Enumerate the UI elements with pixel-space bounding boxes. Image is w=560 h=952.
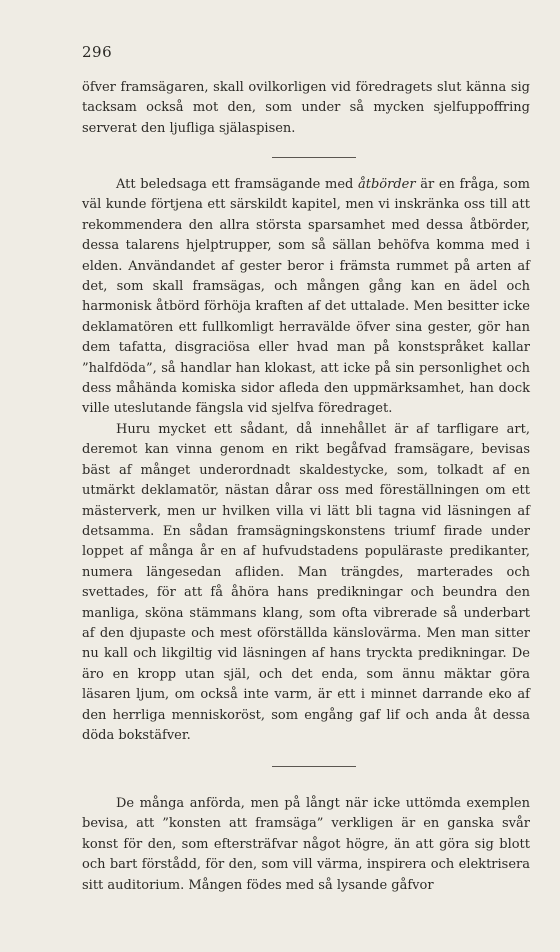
paragraph-gestures [82,175,530,420]
intro-paragraph: öfver framsägaren, skall ovilkorligen vid föredragets slut känna sig tacksam också mot den, som under så mycken sjelfuppoffring serverat den ljufliga själaspisen. [82,80,530,136]
section-divider [272,157,356,158]
section-gestures [82,175,530,746]
intro-paragraph-block [82,78,530,139]
paragraph-art-of-recitation: De många anförda, men på långt när icke uttömda exemplen bevisa, att ”konsten att framsäga” verkligen är en ganska svår konst för den, som eftersträfvar något högre, än att göra sig blott och bart förstådd, för den, som vill värma, inspirera och elektrisera sitt auditorium. Mången födes med så lysande gåfvor [82,796,530,893]
paragraph-gestures-start: Att beledsaga ett framsägande med [116,177,358,192]
paragraph-gestures-rest: är en fråga, som väl kunde förtjena ett särskildt kapitel, men vi inskränka oss till att rekommendera den allra största sparsamhet med dessa åtbörder, dessa talarens hjelptrupper, som så sällan behöfva komma med i elden. Användandet af gester beror i främsta rummet på arten af det, som skall framsägas, och mången gång kan en ädel och harmonisk åtbörd förhöja kraften af det uttalade. Men besitter icke deklamatören ett fullkomligt herravälde öfver sina gester, gör han dem tafatta, disgraciösa eller hvad man på konstspråket kallar ”halfdöda”, så handlar han klokast, att icke på sin personlighet och dess måhända komiska sidor afleda den uppmärksamhet, han dock ville uteslutande fängsla vid sjelfva föredraget. [82,177,530,417]
section-divider [272,766,356,767]
emphasized-word: åtbörder [358,177,416,192]
section-art-of-recitation [82,794,530,896]
paragraph-preacher: Huru mycket ett sådant, då innehållet är af tarfligare art, deremot kan vinna genom en rikt begåfvad framsägare, bevisas bäst af månget underordnadt skaldestycke, som, tolkadt af en utmärkt deklamatör, nästan dårar oss med föreställningen om ett mästerverk, men ur hvilken villa vi lätt bli tagna vid läsningen af detsamma. En sådan framsägningskonstens triumf firade under loppet af många år en af hufvudstadens populäraste predikanter, numera längesedan afliden. Man trängdes, marterades och svettades, för att få åhöra hans predikningar och beundra den manliga, sköna stämmans klang, som ofta vibrerade så underbart af den djupaste och mest oförställda känslovärma. Men man sitter nu kall och likgiltig vid läsningen af hans tryckta predikningar. De äro en kropp utan själ, och det enda, som ännu mäktar göra läsaren ljum, om också inte varm, är ett i minnet darrande eko af den herrliga menniskoröst, som engång gaf lif och anda åt dessa döda bokstäfver. [82,421,530,743]
page-number: 296 [82,43,113,61]
